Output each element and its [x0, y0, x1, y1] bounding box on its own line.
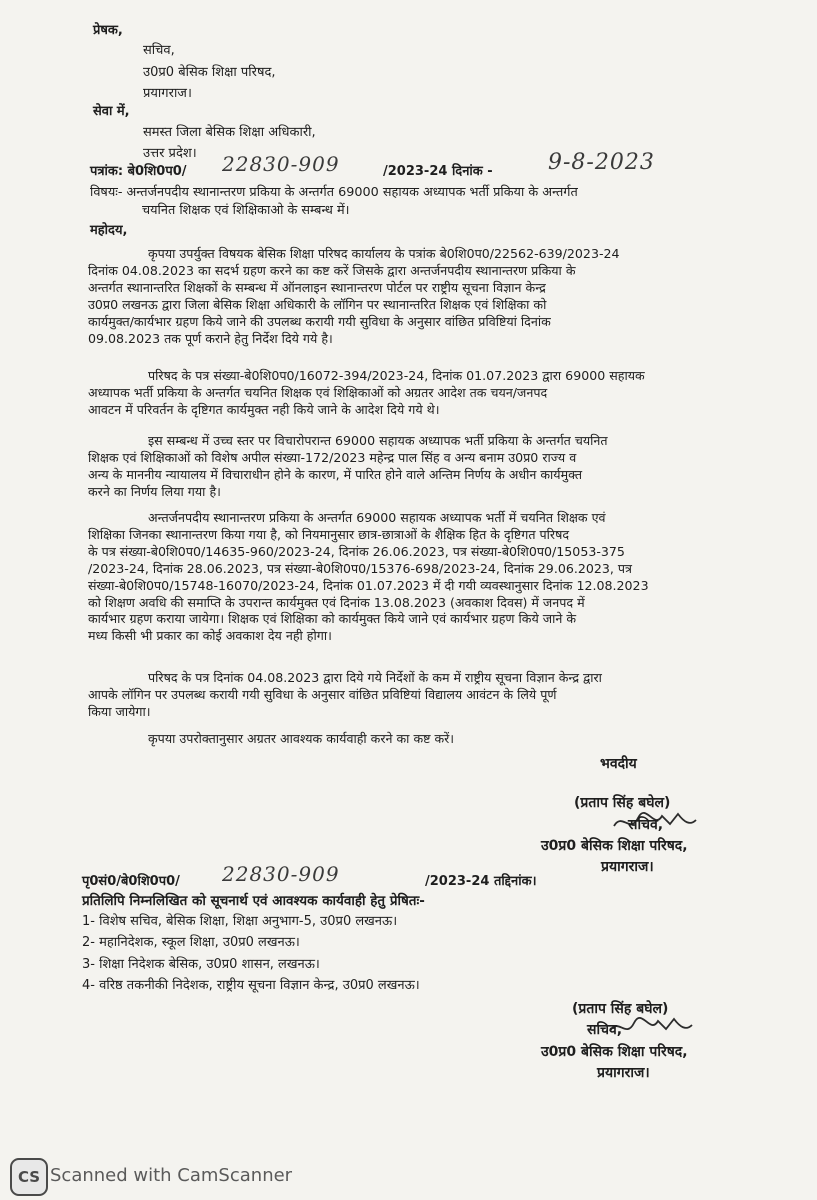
paragraph-4 — [88, 510, 760, 645]
handwritten-date: 9-8-2023 — [548, 150, 655, 175]
signatory-city: प्रयागराज। — [601, 859, 654, 875]
paragraph-line: कृपया उपरोक्तानुसार अग्रतर आवश्यक कार्यवाही करने का कष्ट करें। — [148, 731, 455, 746]
closing: भवदीय — [600, 756, 637, 772]
signatory-designation: सचिव, — [628, 817, 664, 833]
to-line-1: समस्त जिला बेसिक शिक्षा अधिकारी, — [143, 125, 316, 140]
to-label: सेवा में, — [93, 104, 130, 119]
salutation: महोदय, — [90, 223, 128, 238]
paragraph-line: अन्य के माननीय न्यायालय में विचाराधीन होने के कारण, में पारित होने वाले अन्तिम निर्णय के अधीन कार्यमुक्त — [88, 466, 583, 482]
camscanner-watermark-text: Scanned with CamScanner — [50, 1165, 293, 1186]
copy-item-2: 2- महानिदेशक, स्कूल शिक्षा, उ0प्र0 लखनऊ। — [82, 935, 300, 950]
paragraph-line: 09.08.2023 तक पूर्ण कराने हेतु निर्देश दिये गये है। — [88, 330, 333, 346]
signatory-designation-2: सचिव, — [587, 1022, 623, 1038]
copy-heading: प्रतिलिपि निम्नलिखित को सूचनार्थ एवं आवश्यक कार्यवाही हेतु प्रेषितः- — [82, 893, 425, 909]
handwritten-copy-number: 22830-909 — [222, 862, 340, 886]
subject-line-2: चयनित शिक्षक एवं शिक्षिकाओ के सम्बन्ध में। — [142, 203, 350, 218]
camscanner-logo-icon: CS — [10, 1158, 48, 1196]
paragraph-1 — [88, 246, 760, 347]
signatory-org-2: उ0प्र0 बेसिक शिक्षा परिषद, — [541, 1044, 688, 1060]
from-line-2: उ0प्र0 बेसिक शिक्षा परिषद, — [143, 65, 276, 80]
signatory-name-2: (प्रताप सिंह बघेल) — [572, 1001, 669, 1017]
paragraph-line: आपके लॉगिन पर उपलब्ध करायी गयी सुविधा के अनुसार वांछित प्रविष्टियां विद्यालय आवंटन के लिये पूर्ण — [88, 686, 557, 702]
reference-middle: /2023-24 दिनांक - — [383, 164, 493, 179]
paragraph-5 — [88, 670, 760, 721]
paragraph-line: शिक्षिका जिनका स्थानान्तरण किया गया है, को नियमानुसार छात्र-छात्राओं के शैक्षिक हित के दृष्टिगत परिषद — [88, 526, 570, 542]
handwritten-reference-number: 22830-909 — [222, 152, 340, 176]
from-label: प्रेषक, — [93, 23, 123, 38]
paragraph-line: शिक्षक एवं शिक्षिकाओं को विशेष अपील संख्या-172/2023 महेन्द्र पाल सिंह व अन्य बनाम उ0प्र0 राज्य व — [88, 449, 577, 465]
paragraph-line: अन्तर्गत स्थानान्तरित शिक्षकों के सम्बन्ध में ऑनलाइन स्थानान्तरण पोर्टल पर राष्ट्रीय सूचना विज्ञान केन्द्र — [88, 279, 546, 295]
paragraph-line: इस सम्बन्ध में उच्च स्तर पर विचारोपरान्त 69000 सहायक अध्यापक भर्ती प्रकिया के अन्तर्गत चयनित — [148, 433, 608, 448]
paragraph-line: करने का निर्णय लिया गया है। — [88, 483, 221, 499]
paragraph-line: कृपया उपर्युक्त विषयक बेसिक शिक्षा परिषद कार्यालय के पत्रांक बे0शि0प0/22562-639/2023-24 — [148, 246, 620, 261]
paragraph-2 — [88, 368, 760, 419]
paragraph-line: संख्या-बे0शि0प0/15748-16070/2023-24, दिनांक 01.07.2023 में दी गयी व्यवस्थानुसार दिनांक 12.08.2023 — [88, 577, 649, 593]
paragraph-line: दिनांक 04.08.2023 का सदर्भ ग्रहण करने का कष्ट करें जिसके द्वारा अन्तर्जनपदीय स्थानान्तरण प्रकिया के — [88, 262, 576, 278]
paragraph-6 — [88, 731, 760, 748]
copy-item-1: 1- विशेष सचिव, बेसिक शिक्षा, शिक्षा अनुभाग-5, उ0प्र0 लखनऊ। — [82, 914, 398, 929]
copy-ref-suffix: /2023-24 तद्दिनांक। — [425, 874, 537, 889]
paragraph-line: परिषद के पत्र दिनांक 04.08.2023 द्वारा दिये गये निर्देशों के कम में राष्ट्रीय सूचना विज्ञान केन्द्र द्वारा — [148, 670, 602, 685]
paragraph-line: किया जायेगा। — [88, 703, 151, 719]
reference-prefix: पत्रांक: बे0शि0प0/ — [90, 164, 187, 179]
to-line-2: उत्तर प्रदेश। — [143, 146, 197, 161]
paragraph-line: को शिक्षण अवधि की समाप्ति के उपरान्त कार्यमुक्त एवं दिनांक 13.08.2023 (अवकाश दिवस) में जनपद में — [88, 594, 585, 610]
from-line-3: प्रयागराज। — [143, 86, 192, 101]
from-line-1: सचिव, — [143, 43, 175, 58]
copy-item-3: 3- शिक्षा निदेशक बेसिक, उ0प्र0 शासन, लखनऊ। — [82, 957, 320, 972]
paragraph-line: आवटन में परिवर्तन के दृष्टिगत कार्यमुक्त नही किये जाने के आदेश दिये गये थे। — [88, 401, 440, 417]
paragraph-line: मध्य किसी भी प्रकार का कोई अवकाश देय नही होगा। — [88, 628, 332, 644]
paragraph-line: कार्यभार ग्रहण कराया जायेगा। शिक्षक एवं शिक्षिका को कार्यमुक्त किये जाने एवं कार्यभार ग्रहण किये जाने के — [88, 611, 577, 627]
paragraph-line: परिषद के पत्र संख्या-बे0शि0प0/16072-394/2023-24, दिनांक 01.07.2023 द्वारा 69000 सहायक — [148, 368, 645, 383]
subject-line-1: विषयः- अन्तर्जनपदीय स्थानान्तरण प्रकिया के अन्तर्गत 69000 सहायक अध्यापक भर्ती प्रकिया के अन्तर्गत — [90, 185, 578, 200]
paragraph-line: कार्यमुक्त/कार्यभार ग्रहण किये जाने की उपलब्ध करायी गयी सुविधा के अनुसार वांछित प्रविष्टियां दिनांक — [88, 313, 551, 329]
paragraph-line: अध्यापक भर्ती प्रकिया के अन्तर्गत चयनित शिक्षक एवं शिक्षिकाओं को अग्रतर आदेश तक चयन/जनपद — [88, 384, 548, 400]
copy-ref-prefix: पृ0सं0/बे0शि0प0/ — [82, 874, 180, 889]
paragraph-line: उ0प्र0 लखनऊ द्वारा जिला बेसिक शिक्षा अधिकारी के लॉगिन पर स्थानान्तरित शिक्षक एवं शिक्षिका को — [88, 296, 547, 312]
paragraph-line: /2023-24, दिनांक 28.06.2023, पत्र संख्या-बे0शि0प0/15376-698/2023-24, दिनांक 29.06.2023, पत्र — [88, 560, 633, 576]
paragraph-3 — [88, 433, 760, 501]
paragraph-line: के पत्र संख्या-बे0शि0प0/14635-960/2023-24, दिनांक 26.06.2023, पत्र संख्या-बे0शि0प0/15053-375 — [88, 543, 625, 559]
copy-item-4: 4- वरिष्ठ तकनीकी निदेशक, राष्ट्रीय सूचना विज्ञान केन्द्र, उ0प्र0 लखनऊ। — [82, 978, 420, 993]
signatory-city-2: प्रयागराज। — [597, 1065, 650, 1081]
paragraph-line: अन्तर्जनपदीय स्थानान्तरण प्रकिया के अन्तर्गत 69000 सहायक अध्यापक भर्ती में चयनित शिक्षक एवं — [148, 510, 606, 525]
signatory-org: उ0प्र0 बेसिक शिक्षा परिषद, — [541, 838, 688, 854]
signatory-name: (प्रताप सिंह बघेल) — [574, 795, 671, 811]
